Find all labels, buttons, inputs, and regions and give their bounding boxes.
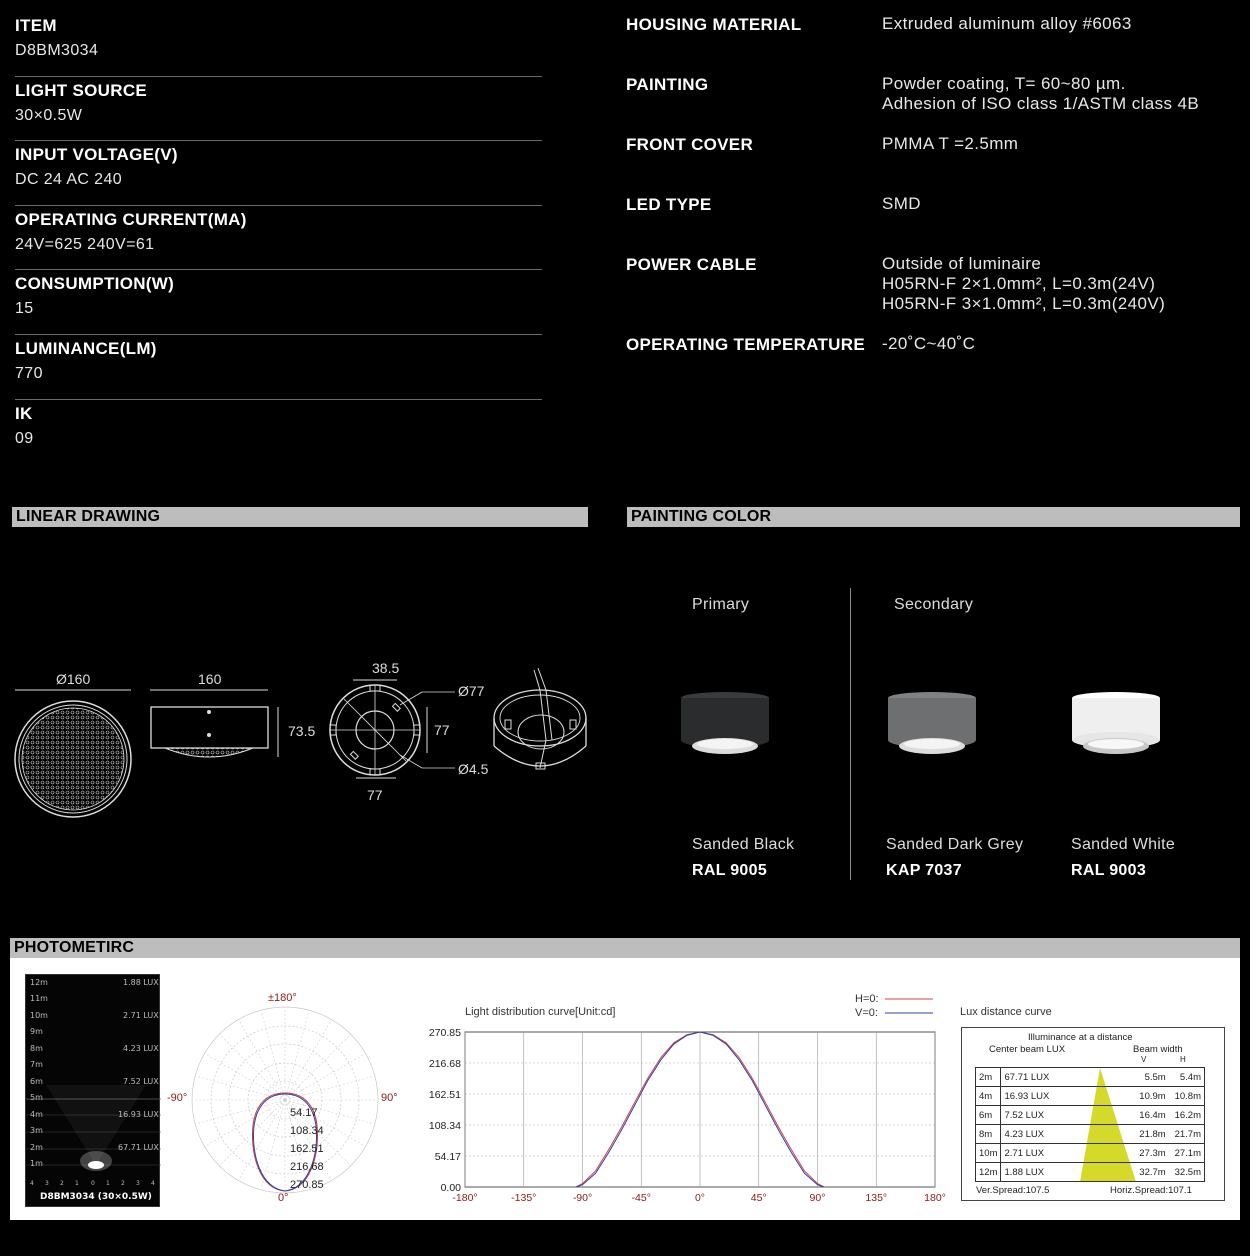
legend-v: V=0:	[855, 1007, 878, 1019]
dim-back-right: 77	[434, 722, 450, 738]
x-tick-label: -45°	[631, 1192, 651, 1204]
legend-lines	[885, 993, 935, 1023]
spec-item-consumption	[15, 270, 542, 335]
spec-label: POWER CABLE	[626, 255, 757, 274]
spec-label: IK	[15, 403, 33, 423]
spec-value: 30×0.5W	[15, 106, 83, 124]
lux-beam-width: Beam width	[1133, 1044, 1183, 1055]
distance-label: 2m	[30, 1143, 43, 1152]
swatch-name-black: Sanded Black	[692, 836, 795, 853]
swatch-name-white: Sanded White	[1071, 836, 1176, 853]
lux-h: H	[1180, 1055, 1186, 1064]
spec-item-light-source	[15, 77, 542, 142]
lux-curve-title: Lux distance curve	[960, 1006, 1052, 1018]
spec-value: 24V=625 240V=61	[15, 235, 155, 253]
spec-label: LIGHT SOURCE	[15, 80, 148, 100]
scale-tick: 4	[30, 1180, 34, 1187]
polar-spoke	[204, 1100, 285, 1147]
dim-back-bottom: 77	[367, 787, 383, 803]
polar-spoke	[239, 1019, 286, 1100]
distance-label: 7m	[30, 1060, 43, 1069]
y-tick-label: 270.85	[428, 1027, 461, 1039]
y-tick-label: 54.17	[434, 1151, 461, 1163]
beam-panel-caption: D8BM3034 (30×0.5W)	[40, 1192, 152, 1202]
spec-item-luminance	[15, 335, 542, 400]
y-tick-label: 162.51	[428, 1089, 461, 1101]
x-tick-label: 90°	[809, 1192, 826, 1204]
beam-distance-panel	[25, 974, 160, 1207]
distance-label: 1m	[30, 1159, 43, 1168]
lux-table	[975, 1067, 1205, 1182]
x-tick-label: -90°	[572, 1192, 593, 1204]
lux-value: 7.52 LUX	[1001, 1106, 1081, 1125]
spec-value: Outside of luminaire	[882, 254, 1042, 273]
lux-value: 2.71 LUX	[1001, 1144, 1081, 1163]
scale-tick: 0	[91, 1180, 95, 1187]
polar-value: 108.34	[290, 1125, 324, 1137]
primary-label: Primary	[692, 596, 750, 613]
spec-value: 09	[15, 429, 34, 447]
legend-h: H=0:	[855, 993, 879, 1005]
swatch-code-white: RAL 9003	[1071, 862, 1147, 879]
x-tick-label: 45°	[750, 1192, 767, 1204]
distance-label: 11m	[30, 994, 48, 1003]
lux-value: 4.23 LUX	[1001, 1125, 1081, 1144]
x-tick-label: -135°	[511, 1192, 537, 1204]
polar-spoke	[285, 1019, 332, 1100]
spec-label: ITEM	[15, 16, 57, 35]
dim-side-width: 160	[198, 671, 222, 687]
swatch-sanded-white	[1072, 692, 1160, 754]
x-tick-label: -180°	[452, 1192, 478, 1204]
y-tick-label: 108.34	[428, 1120, 461, 1132]
spec-item-ik	[15, 400, 542, 465]
polar-spoke	[261, 1010, 285, 1100]
side-view-drawing	[150, 690, 278, 757]
polar-spoke	[219, 1034, 285, 1100]
spec-value: D8BM3034	[15, 42, 99, 59]
spec-value: H05RN-F 2×1.0mm², L=0.3m(24V)	[882, 274, 1156, 293]
polar-top-label: ±180°	[268, 992, 297, 1004]
lux-row	[976, 1125, 1205, 1144]
distance-label: 6m	[30, 1077, 43, 1086]
polar-spoke	[195, 1100, 285, 1124]
spec-value: DC 24 AC 240	[15, 171, 123, 189]
dim-hole-diameter: Ø4.5	[458, 761, 489, 777]
spec-label: CONSUMPTION(W)	[15, 274, 175, 294]
x-tick-label: 0°	[694, 1192, 706, 1204]
y-tick-label: 0.00	[440, 1182, 461, 1194]
ver-spread: Ver.Spread:107.5	[976, 1185, 1050, 1196]
spec-label: LUMINANCE(LM)	[15, 338, 157, 358]
spec-label: HOUSING MATERIAL	[626, 15, 802, 34]
polar-value: 216.68	[290, 1161, 324, 1173]
spec-value: H05RN-F 3×1.0mm², L=0.3m(240V)	[882, 294, 1166, 313]
lux-width-v: 21.8m	[1133, 1125, 1169, 1144]
lux-width-h: 16.2m	[1169, 1106, 1205, 1125]
lux-value: 67.71 LUX	[1001, 1068, 1081, 1087]
lux-value: 1.88 LUX	[1001, 1163, 1081, 1182]
lux-width-h: 32.5m	[1169, 1163, 1205, 1182]
lux-width-h: 5.4m	[1169, 1068, 1205, 1087]
lux-label: 4.23 LUX	[123, 1044, 159, 1053]
spec-value: -20˚C~40˚C	[882, 334, 976, 353]
hor-spread: Horiz.Spread:107.1	[1110, 1185, 1192, 1196]
lux-label: 67.71 LUX	[118, 1143, 159, 1152]
polar-value: 270.85	[290, 1179, 324, 1191]
scale-tick: 1	[75, 1180, 79, 1187]
spec-value: Powder coating, T= 60~80 µm.	[882, 74, 1126, 93]
lux-distance: 8m	[976, 1125, 1001, 1144]
polar-value: 54.17	[290, 1107, 318, 1119]
lux-label: 2.71 LUX	[123, 1011, 159, 1020]
polar-spoke	[204, 1054, 285, 1101]
spec-value: SMD	[882, 194, 921, 213]
spec-list-left	[15, 12, 542, 464]
spec-label: FRONT COVER	[626, 135, 754, 154]
perspective-view-drawing	[494, 668, 586, 769]
lux-row	[976, 1144, 1205, 1163]
scale-tick: 2	[121, 1180, 125, 1187]
lux-row	[976, 1068, 1205, 1087]
polar-bottom-label: 0°	[278, 1192, 289, 1204]
section-header-linear-drawing: LINEAR DRAWING	[12, 507, 588, 527]
spec-value: Adhesion of ISO class 1/ASTM class 4B	[882, 94, 1200, 113]
spec-item-operating-current	[15, 206, 542, 271]
ldc-title: Light distribution curve[Unit:cd]	[465, 1006, 616, 1018]
lux-width-v: 10.9m	[1133, 1087, 1169, 1106]
distance-label: 10m	[30, 1011, 48, 1020]
front-view-drawing	[15, 690, 131, 817]
dim-back-top: 38.5	[372, 660, 400, 676]
polar-spoke	[239, 1100, 286, 1181]
lux-distance: 10m	[976, 1144, 1001, 1163]
polar-right-label: 90°	[381, 1092, 398, 1104]
lux-v: V	[1141, 1055, 1147, 1064]
distance-label: 4m	[30, 1110, 43, 1119]
polar-spoke	[285, 1054, 366, 1101]
spec-label: OPERATING TEMPERATURE	[626, 335, 865, 354]
spec-item-input-voltage	[15, 141, 542, 206]
lux-distance: 6m	[976, 1106, 1001, 1125]
lux-width-h: 21.7m	[1169, 1125, 1205, 1144]
x-tick-label: 135°	[865, 1192, 888, 1204]
spec-value: 15	[15, 300, 34, 318]
section-header-photometric: PHOTOMETIRC	[10, 938, 1240, 958]
spec-label: PAINTING	[626, 75, 709, 94]
spec-item-item	[15, 12, 542, 77]
dim-back-diameter: Ø77	[458, 683, 485, 699]
lux-label: 7.52 LUX	[123, 1077, 159, 1086]
lux-width-v: 16.4m	[1133, 1106, 1169, 1125]
swatch-code-black: RAL 9005	[692, 862, 768, 879]
lux-width-v: 5.5m	[1133, 1068, 1169, 1087]
spec-value: PMMA T =2.5mm	[882, 134, 1019, 153]
secondary-label: Secondary	[894, 596, 974, 613]
section-header-painting-color: PAINTING COLOR	[627, 507, 1240, 527]
lux-row	[976, 1163, 1205, 1182]
distance-label: 5m	[30, 1093, 43, 1102]
lux-width-v: 32.7m	[1133, 1163, 1169, 1182]
lux-distance: 4m	[976, 1087, 1001, 1106]
spec-label: OPERATING CURRENT(MA)	[15, 209, 247, 229]
lux-label: 1.88 LUX	[123, 978, 159, 987]
distance-label: 3m	[30, 1126, 43, 1135]
scale-tick: 1	[106, 1180, 110, 1187]
color-swatches	[670, 680, 1210, 770]
swatch-name-dark-grey: Sanded Dark Grey	[886, 836, 1024, 853]
lux-distance: 2m	[976, 1068, 1001, 1087]
lux-row	[976, 1106, 1205, 1125]
distance-label: 12m	[30, 978, 48, 987]
dim-front-diameter: Ø160	[56, 671, 91, 687]
scale-tick: 2	[60, 1180, 64, 1187]
distance-label: 9m	[30, 1027, 43, 1036]
spec-value: 770	[15, 364, 43, 382]
polar-value: 162.51	[290, 1143, 324, 1155]
dim-side-height: 73.5	[288, 723, 316, 739]
lux-label: 16.93 LUX	[118, 1110, 159, 1119]
polar-diagram	[190, 1005, 380, 1195]
polar-spoke	[285, 1010, 309, 1100]
lux-distance: 12m	[976, 1163, 1001, 1182]
lux-value: 16.93 LUX	[1001, 1087, 1081, 1106]
polar-spoke	[285, 1034, 351, 1100]
polar-spoke	[261, 1100, 285, 1190]
lux-width-h: 27.1m	[1169, 1144, 1205, 1163]
scale-tick: 3	[45, 1180, 49, 1187]
scale-tick: 4	[151, 1180, 155, 1187]
lux-center-beam: Center beam LUX	[989, 1044, 1066, 1055]
spec-label: INPUT VOLTAGE(V)	[15, 145, 178, 165]
lux-header: Illuminance at a distance	[1028, 1032, 1133, 1043]
polar-left-label: -90°	[167, 1092, 188, 1104]
swatch-sanded-black	[681, 692, 769, 754]
lux-width-v: 27.3m	[1133, 1144, 1169, 1163]
lux-row	[976, 1087, 1205, 1106]
lux-width-h: 10.8m	[1169, 1087, 1205, 1106]
spec-label: LED TYPE	[626, 195, 712, 214]
scale-tick: 3	[136, 1180, 140, 1187]
swatch-sanded-dark-grey	[888, 692, 976, 754]
y-tick-label: 216.68	[428, 1058, 461, 1070]
light-distribution-chart	[410, 1020, 946, 1210]
x-tick-label: 180°	[924, 1192, 946, 1204]
spec-value: Extruded aluminum alloy #6063	[882, 14, 1132, 33]
swatch-code-dark-grey: KAP 7037	[886, 862, 962, 879]
distance-label: 8m	[30, 1044, 43, 1053]
